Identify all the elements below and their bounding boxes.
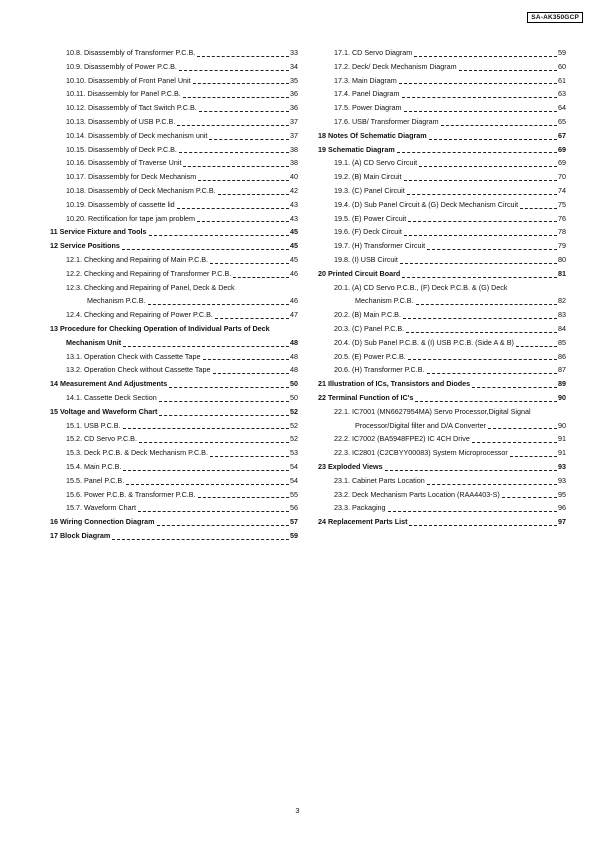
toc-dot-leader — [123, 346, 289, 347]
toc-dot-leader — [126, 484, 289, 485]
toc-entry[interactable] — [50, 419, 298, 433]
toc-entry[interactable] — [318, 363, 566, 377]
toc-dot-leader — [138, 511, 289, 512]
toc-entry-page: 76 — [558, 213, 566, 223]
toc-entry-title: 17.6. USB/ Transformer Diagram — [334, 116, 439, 126]
toc-entry-title: 20.3. (C) Panel P.C.B. — [334, 323, 405, 333]
toc-dot-leader — [193, 83, 289, 84]
toc-entry-title: 19.5. (E) Power Circuit — [334, 213, 407, 223]
toc-dot-leader — [199, 111, 289, 112]
toc-entry-page: 80 — [558, 254, 566, 264]
toc-dot-leader — [406, 332, 557, 333]
toc-entry[interactable] — [50, 488, 298, 502]
toc-entry-title: 13.2. Operation Check without Cassette Tape — [66, 365, 211, 375]
toc-entry[interactable] — [50, 212, 298, 226]
toc-entry[interactable] — [50, 529, 298, 543]
toc-entry[interactable] — [50, 336, 298, 350]
toc-entry[interactable] — [318, 253, 566, 267]
toc-entry[interactable] — [50, 432, 298, 446]
toc-entry-page: 82 — [558, 296, 566, 306]
toc-dot-leader — [183, 97, 289, 98]
toc-entry-page: 34 — [290, 61, 298, 71]
toc-dot-leader — [123, 470, 289, 471]
toc-entry[interactable] — [50, 87, 298, 101]
toc-entry[interactable] — [50, 350, 298, 364]
toc-dot-leader — [385, 470, 557, 471]
toc-entry-page: 67 — [558, 130, 566, 140]
toc-dot-leader — [414, 56, 557, 57]
toc-entry-page: 50 — [290, 392, 298, 402]
toc-entry-page: 37 — [290, 130, 298, 140]
toc-entry-title: 21 Illustration of ICs, Transistors and Diodes — [318, 379, 471, 389]
toc-entry-title: 20.4. (D) Sub Panel P.C.B. & (I) USB P.C.B. (Side A & B) — [334, 337, 514, 347]
toc-entry-title: 15.5. Panel P.C.B. — [66, 475, 125, 485]
toc-entry-title: 22.2. IC7002 (BA5948FPE2) IC 4CH Drive — [334, 434, 470, 444]
toc-entry-title: 23.2. Deck Mechanism Parts Location (RAA4403-S) — [334, 489, 500, 499]
toc-entry-title: 10.14. Disassembly of Deck mechanism unit — [66, 130, 208, 140]
toc-entry-page: 52 — [290, 434, 298, 444]
toc-entry-title: 14 Measurement And Adjustments — [50, 379, 168, 389]
toc-entry-title: 22 Terminal Function of IC's — [318, 392, 414, 402]
toc-entry-title: 19.7. (H) Transformer Circuit — [334, 241, 426, 251]
toc-entry-title: 19.3. (C) Panel Circuit — [334, 185, 405, 195]
toc-dot-leader — [502, 497, 557, 498]
toc-entry[interactable] — [318, 267, 566, 281]
toc-entry-title: 20.2. (B) Main P.C.B. — [334, 310, 401, 320]
toc-entry[interactable] — [318, 281, 566, 295]
toc-dot-leader — [197, 56, 289, 57]
toc-right-column — [318, 46, 566, 529]
toc-entry-title: 10.20. Rectification for tape jam problem — [66, 213, 196, 223]
toc-entry-page: 86 — [558, 351, 566, 361]
toc-entry-title: 19 Schematic Diagram — [318, 144, 395, 154]
toc-entry-page: 93 — [558, 461, 566, 471]
toc-entry[interactable] — [50, 515, 298, 529]
toc-entry-title: 12.4. Checking and Repairing of Power P.C.B. — [66, 310, 213, 320]
toc-dot-leader — [472, 442, 557, 443]
toc-dot-leader — [197, 221, 289, 222]
toc-entry[interactable] — [50, 474, 298, 488]
toc-entry-page: 40 — [290, 172, 298, 182]
toc-entry-title: 15 Voltage and Waveform Chart — [50, 406, 158, 416]
toc-entry[interactable] — [50, 308, 298, 322]
toc-entry-page: 85 — [558, 337, 566, 347]
toc-entry[interactable] — [318, 515, 566, 529]
toc-entry[interactable] — [50, 460, 298, 474]
toc-entry-page: 91 — [558, 434, 566, 444]
toc-dot-leader — [123, 428, 289, 429]
toc-entry[interactable] — [318, 432, 566, 446]
toc-entry-title: 17.1. CD Servo Diagram — [334, 48, 413, 57]
toc-entry[interactable] — [50, 322, 298, 336]
toc-entry[interactable] — [50, 363, 298, 377]
toc-entry[interactable] — [318, 460, 566, 474]
toc-entry[interactable] — [318, 198, 566, 212]
toc-entry[interactable] — [318, 143, 566, 157]
toc-entry-page: 60 — [558, 61, 566, 71]
toc-entry[interactable] — [318, 156, 566, 170]
toc-entry-page: 36 — [290, 89, 298, 99]
toc-dot-leader — [408, 359, 557, 360]
toc-entry-title: 12.3. Checking and Repairing of Panel, Deck & Deck — [66, 282, 235, 292]
toc-entry-title: 16 Wiring Connection Diagram — [50, 517, 155, 527]
toc-entry-page: 45 — [290, 241, 298, 251]
toc-entry[interactable] — [50, 60, 298, 74]
toc-entry-title: 10.17. Disassembly for Deck Mechanism — [66, 172, 197, 182]
toc-entry[interactable] — [318, 405, 566, 419]
toc-entry-title: 10.19. Disassembly of cassette lid — [66, 199, 175, 209]
toc-entry-page: 54 — [290, 475, 298, 485]
toc-dot-leader — [198, 497, 289, 498]
toc-entry-page: 87 — [558, 365, 566, 375]
toc-entry-title: 23.1. Cabinet Parts Location — [334, 475, 425, 485]
toc-entry-title: 17.2. Deck/ Deck Mechanism Diagram — [334, 61, 457, 71]
toc-entry-page: 96 — [558, 503, 566, 513]
toc-entry-title: 20.5. (E) Power P.C.B. — [334, 351, 406, 361]
toc-entry-page: 90 — [558, 392, 566, 402]
toc-entry[interactable] — [50, 198, 298, 212]
toc-entry-title: 10.16. Disassembly of Traverse Unit — [66, 158, 182, 168]
toc-dot-leader — [404, 180, 557, 181]
toc-entry[interactable] — [318, 60, 566, 74]
toc-dot-leader — [179, 152, 289, 153]
toc-entry-title: 15.4. Main P.C.B. — [66, 461, 122, 471]
toc-dot-leader — [213, 373, 290, 374]
toc-entry-page: 64 — [558, 103, 566, 113]
toc-dot-leader — [408, 221, 557, 222]
toc-dot-leader — [402, 97, 557, 98]
toc-dot-leader — [210, 456, 289, 457]
toc-dot-leader — [209, 139, 289, 140]
toc-dot-leader — [407, 194, 557, 195]
toc-left-column — [50, 46, 298, 543]
toc-entry[interactable] — [318, 212, 566, 226]
toc-entry[interactable] — [50, 267, 298, 281]
toc-entry[interactable] — [318, 446, 566, 460]
toc-entry-title: 10.15. Disassembly of Deck P.C.B. — [66, 144, 177, 154]
page-number: 3 — [295, 806, 300, 815]
toc-entry-title: 11 Service Fixture and Tools — [50, 227, 147, 237]
toc-entry[interactable] — [50, 170, 298, 184]
toc-entry-page: 46 — [290, 296, 298, 306]
toc-entry[interactable] — [318, 129, 566, 143]
toc-dot-leader — [404, 235, 557, 236]
toc-entry-page: 35 — [290, 75, 298, 85]
toc-entry-page: 59 — [290, 530, 298, 540]
toc-entry-title: 15.7. Waveform Chart — [66, 503, 137, 513]
toc-entry-page: 69 — [558, 158, 566, 168]
toc-dot-leader — [415, 401, 557, 402]
toc-entry[interactable] — [50, 143, 298, 157]
toc-entry-title: 19.6. (F) Deck Circuit — [334, 227, 402, 237]
toc-entry-page: 95 — [558, 489, 566, 499]
toc-entry-page: 55 — [290, 489, 298, 499]
toc-dot-leader — [510, 456, 557, 457]
toc-entry[interactable] — [50, 281, 298, 295]
toc-entry-page: 45 — [290, 254, 298, 264]
toc-dot-leader — [441, 125, 557, 126]
toc-entry-title: 18 Notes Of Schematic Diagram — [318, 130, 427, 140]
toc-entry[interactable] — [318, 225, 566, 239]
toc-entry-title: 10.13. Disassembly of USB P.C.B. — [66, 116, 176, 126]
toc-entry-title: 19.8. (I) USB Circuit — [334, 254, 398, 264]
toc-dot-leader — [183, 166, 289, 167]
toc-entry-page: 75 — [558, 199, 566, 209]
toc-dot-leader — [427, 373, 557, 374]
toc-entry-title: 14.1. Cassette Deck Section — [66, 392, 157, 402]
toc-entry-title: 23.3. Packaging — [334, 503, 386, 513]
toc-dot-leader — [388, 511, 557, 512]
toc-entry-title: 10.10. Disassembly of Front Panel Unit — [66, 75, 191, 85]
toc-entry-page: 74 — [558, 185, 566, 195]
toc-entry-title: 10.11. Disassembly for Panel P.C.B. — [66, 89, 181, 99]
toc-entry-page: 47 — [290, 310, 298, 320]
toc-entry-title: 17.4. Panel Diagram — [334, 89, 400, 99]
toc-entry-title: 15.1. USB P.C.B. — [66, 420, 121, 430]
toc-dot-leader — [399, 83, 557, 84]
toc-entry[interactable] — [50, 156, 298, 170]
toc-entry[interactable] — [318, 294, 566, 308]
toc-entry-page: 45 — [290, 227, 298, 237]
toc-dot-leader — [203, 359, 289, 360]
toc-entry-title: Processor/Digital filter and D/A Converter — [355, 420, 487, 430]
toc-entry[interactable] — [318, 87, 566, 101]
toc-entry[interactable] — [50, 405, 298, 419]
toc-entry[interactable] — [318, 488, 566, 502]
toc-entry[interactable] — [50, 129, 298, 143]
toc-entry[interactable] — [50, 74, 298, 88]
toc-entry-page: 33 — [290, 48, 298, 57]
toc-entry[interactable] — [318, 239, 566, 253]
toc-entry[interactable] — [318, 184, 566, 198]
toc-entry[interactable] — [318, 419, 566, 433]
toc-entry-page: 48 — [290, 337, 298, 347]
toc-dot-leader — [139, 442, 289, 443]
toc-dot-leader — [149, 235, 289, 236]
toc-entry-page: 63 — [558, 89, 566, 99]
toc-dot-leader — [179, 70, 289, 71]
toc-entry[interactable] — [50, 101, 298, 115]
toc-entry[interactable] — [318, 170, 566, 184]
toc-dot-leader — [397, 152, 557, 153]
toc-dot-leader — [122, 249, 289, 250]
toc-entry-page: 48 — [290, 365, 298, 375]
toc-entry-page: 61 — [558, 75, 566, 85]
toc-entry[interactable] — [50, 184, 298, 198]
toc-dot-leader — [409, 525, 557, 526]
toc-dot-leader — [157, 525, 289, 526]
toc-entry[interactable] — [318, 501, 566, 515]
toc-entry-page: 83 — [558, 310, 566, 320]
toc-dot-leader — [404, 111, 557, 112]
toc-entry-title: 20 Printed Circuit Board — [318, 268, 401, 278]
toc-entry-title: 13.1. Operation Check with Cassette Tape — [66, 351, 201, 361]
toc-entry-page: 37 — [290, 116, 298, 126]
toc-dot-leader — [159, 401, 289, 402]
toc-entry-title: 10.18. Disassembly of Deck Mechanism P.C.B. — [66, 185, 216, 195]
toc-entry[interactable] — [50, 391, 298, 405]
toc-entry-title: 17 Block Diagram — [50, 530, 111, 540]
toc-dot-leader — [416, 304, 557, 305]
toc-dot-leader — [419, 166, 557, 167]
toc-entry-title: 22.3. IC2801 (C2CBYY00083) System Microprocessor — [334, 448, 508, 458]
toc-dot-leader — [233, 277, 289, 278]
toc-entry-title: 12 Service Positions — [50, 241, 120, 251]
toc-entry[interactable] — [50, 46, 298, 60]
toc-entry-title: 17.5. Power Diagram — [334, 103, 402, 113]
toc-dot-leader — [516, 346, 557, 347]
toc-entry-page: 78 — [558, 227, 566, 237]
toc-entry-title: 20.6. (H) Transformer P.C.B. — [334, 365, 425, 375]
toc-entry[interactable] — [318, 377, 566, 391]
toc-entry-title: 12.2. Checking and Repairing of Transformer P.C.B. — [66, 268, 232, 278]
toc-entry-page: 50 — [290, 379, 298, 389]
toc-entry-page: 48 — [290, 351, 298, 361]
toc-dot-leader — [427, 249, 557, 250]
toc-entry-page: 65 — [558, 116, 566, 126]
toc-entry-title: 13 Procedure for Checking Operation of Individual Parts of Deck — [50, 323, 270, 333]
toc-dot-leader — [177, 208, 289, 209]
toc-dot-leader — [459, 70, 557, 71]
toc-entry-page: 42 — [290, 185, 298, 195]
toc-entry-title: 19.2. (B) Main Circuit — [334, 172, 402, 182]
toc-entry-page: 46 — [290, 268, 298, 278]
toc-entry-title: 19.1. (A) CD Servo Circuit — [334, 158, 418, 168]
toc-entry-title: 10.9. Disassembly of Power P.C.B. — [66, 61, 177, 71]
toc-entry-page: 59 — [558, 48, 566, 57]
toc-entry[interactable] — [50, 446, 298, 460]
toc-entry-page: 70 — [558, 172, 566, 182]
toc-entry-page: 84 — [558, 323, 566, 333]
toc-entry[interactable] — [50, 225, 298, 239]
toc-dot-leader — [488, 428, 557, 429]
toc-entry-title: 17.3. Main Diagram — [334, 75, 397, 85]
toc-dot-leader — [159, 415, 289, 416]
toc-dot-leader — [177, 125, 289, 126]
toc-entry[interactable] — [50, 294, 298, 308]
toc-entry-page: 38 — [290, 158, 298, 168]
toc-entry[interactable] — [318, 101, 566, 115]
toc-entry-page: 90 — [558, 420, 566, 430]
toc-entry-page: 81 — [558, 268, 566, 278]
toc-dot-leader — [169, 387, 289, 388]
toc-dot-leader — [403, 318, 557, 319]
toc-entry[interactable] — [318, 336, 566, 350]
toc-entry-title: 20.1. (A) CD Servo P.C.B., (F) Deck P.C.B. & (G) Deck — [334, 282, 508, 292]
toc-entry[interactable] — [318, 350, 566, 364]
toc-entry-title: 15.3. Deck P.C.B. & Deck Mechanism P.C.B. — [66, 448, 208, 458]
toc-entry-title: 12.1. Checking and Repairing of Main P.C.B. — [66, 254, 209, 264]
toc-entry-page: 53 — [290, 448, 298, 458]
toc-entry-page: 43 — [290, 213, 298, 223]
toc-entry-page: 56 — [290, 503, 298, 513]
toc-entry-title: 15.2. CD Servo P.C.B. — [66, 434, 137, 444]
toc-entry-title: Mechanism P.C.B. — [87, 296, 146, 306]
toc-entry[interactable] — [318, 391, 566, 405]
toc-dot-leader — [402, 277, 557, 278]
toc-entry-title: 10.8. Disassembly of Transformer P.C.B. — [66, 48, 196, 57]
toc-dot-leader — [427, 484, 557, 485]
toc-entry[interactable] — [50, 239, 298, 253]
toc-dot-leader — [400, 263, 557, 264]
toc-entry-page: 69 — [558, 144, 566, 154]
toc-entry[interactable] — [50, 253, 298, 267]
toc-entry-title: 19.4. (D) Sub Panel Circuit & (G) Deck Mechanism Circuit — [334, 199, 519, 209]
toc-dot-leader — [112, 539, 289, 540]
toc-entry-title: Mechanism P.C.B. — [355, 296, 414, 306]
toc-dot-leader — [148, 304, 289, 305]
toc-entry-page: 91 — [558, 448, 566, 458]
toc-entry-page: 93 — [558, 475, 566, 485]
toc-dot-leader — [218, 194, 289, 195]
toc-entry-page: 54 — [290, 461, 298, 471]
toc-entry-title: 23 Exploded Views — [318, 461, 383, 471]
toc-entry-page: 36 — [290, 103, 298, 113]
toc-entry-page: 79 — [558, 241, 566, 251]
toc-dot-leader — [215, 318, 289, 319]
toc-entry-page: 43 — [290, 199, 298, 209]
toc-entry-title: 22.1. IC7001 (MN6627954MA) Servo Processor,Digital Signal — [334, 406, 531, 416]
toc-entry-title: 10.12. Disassembly of Tact Switch P.C.B. — [66, 103, 197, 113]
toc-dot-leader — [472, 387, 557, 388]
toc-entry-page: 38 — [290, 144, 298, 154]
toc-entry[interactable] — [318, 308, 566, 322]
toc-dot-leader — [210, 263, 289, 264]
toc-entry[interactable] — [318, 322, 566, 336]
toc-entry[interactable] — [50, 115, 298, 129]
toc-entry-page: 97 — [558, 517, 566, 527]
toc-entry-page: 52 — [290, 420, 298, 430]
toc-entry[interactable] — [318, 74, 566, 88]
toc-entry-title: 24 Replacement Parts List — [318, 517, 408, 527]
toc-entry-title: 15.6. Power P.C.B. & Transformer P.C.B. — [66, 489, 196, 499]
model-number-tag: SA-AK350GCP — [527, 12, 583, 23]
toc-dot-leader — [520, 208, 557, 209]
toc-entry[interactable] — [318, 474, 566, 488]
toc-entry-page: 57 — [290, 517, 298, 527]
toc-entry[interactable] — [50, 377, 298, 391]
toc-dot-leader — [198, 180, 289, 181]
toc-dot-leader — [429, 139, 557, 140]
toc-entry[interactable] — [50, 501, 298, 515]
toc-entry-title: Mechanism Unit — [66, 337, 122, 347]
toc-entry[interactable] — [318, 115, 566, 129]
toc-entry[interactable] — [318, 46, 566, 60]
toc-entry-page: 52 — [290, 406, 298, 416]
toc-entry-page: 89 — [558, 379, 566, 389]
